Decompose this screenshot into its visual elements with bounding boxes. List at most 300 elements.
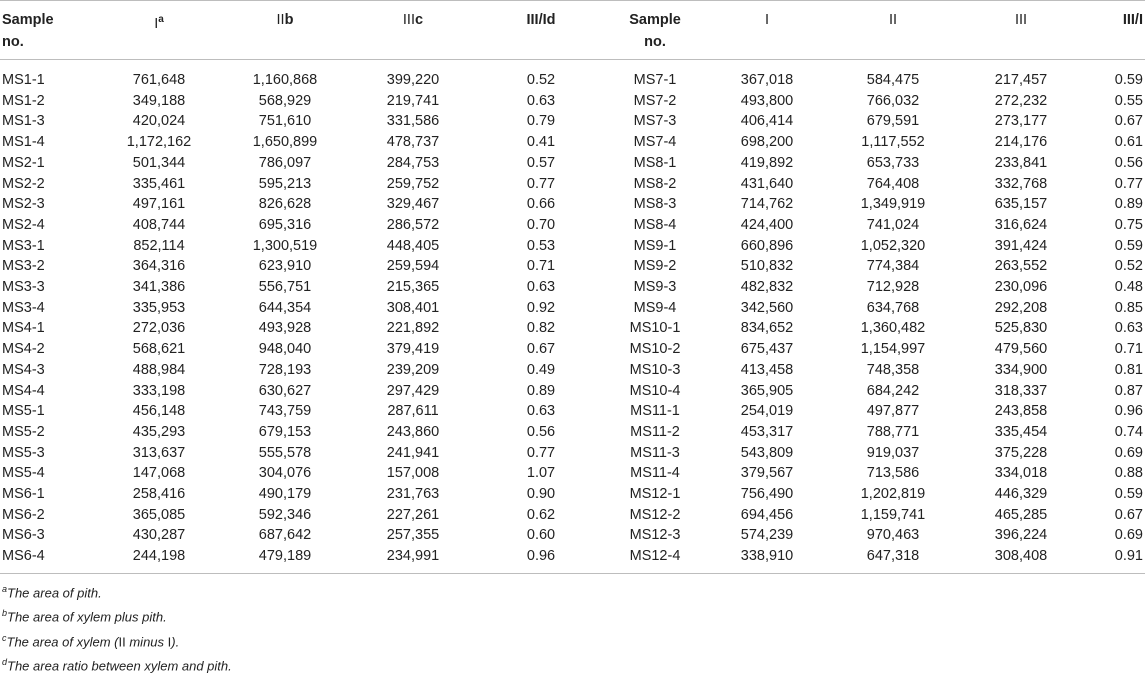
cell-i: 497,161: [132, 196, 186, 213]
cell-i-2: 254,019: [740, 403, 794, 420]
header-ii-2: [829, 1, 957, 60]
cell-iii-2: 479,560: [994, 341, 1048, 358]
cell-ii-2: 1,117,552: [861, 134, 925, 151]
table-header: [0, 1, 1145, 60]
cell-sample-no-2: MS9-4: [633, 299, 677, 316]
cell-ii: 595,213: [258, 175, 312, 192]
cell-iii-2: 334,900: [994, 361, 1048, 378]
cell-ii-2: 764,408: [866, 175, 920, 192]
cell-ii-2: 647,318: [829, 546, 957, 573]
cell-ratio-2: 0.74: [1114, 423, 1143, 440]
cell-iii-2: 525,830: [994, 320, 1048, 337]
cell-ii: 568,929: [258, 92, 312, 109]
cell-i-2: 675,437: [740, 341, 794, 358]
header-row: [0, 1, 1145, 60]
cell-ratio-2: 0.59: [1114, 486, 1143, 503]
cell-iii-2: 263,552: [994, 258, 1048, 275]
footnote-c-ii: II: [118, 633, 126, 649]
cell-sample-no: MS2-1: [2, 154, 45, 171]
cell-sample-no-2: MS12-4: [605, 546, 705, 573]
cell-ii: 1,300,519: [252, 237, 318, 254]
cell-iii: 215,365: [386, 279, 440, 296]
header-sample-no: [0, 1, 97, 60]
cell-i: 341,386: [132, 279, 186, 296]
table-row: [0, 339, 1145, 360]
cell-sample-no-2: MS10-4: [629, 382, 681, 399]
footnote-c-text-pre: The area of xylem (: [6, 633, 119, 649]
table-row: [0, 132, 1145, 153]
table-row: [0, 360, 1145, 381]
cell-ratio: 0.49: [526, 361, 556, 378]
table-body: [0, 60, 1145, 574]
cell-iii: 231,763: [386, 486, 440, 503]
cell-ii: 1,160,868: [252, 72, 318, 88]
cell-ratio: 0.60: [526, 527, 556, 544]
cell-iii: 284,753: [386, 154, 440, 171]
cell-sample-no-2: MS11-4: [630, 465, 680, 482]
cell-ratio-2: 0.63: [1114, 320, 1143, 337]
cell-sample-no: MS2-4: [2, 216, 45, 233]
cell-sample-no-2: MS11-1: [630, 403, 680, 420]
table-row: [0, 215, 1145, 236]
cell-ratio-2: 0.67: [1114, 506, 1143, 523]
table-row: [0, 318, 1145, 339]
footnote-a-mark: a: [2, 583, 8, 594]
cell-i: 435,293: [132, 423, 186, 440]
footnotes: [0, 579, 1145, 676]
header-iii-label: III: [402, 12, 415, 28]
cell-i: 364,316: [132, 258, 186, 275]
cell-i-2: 834,652: [740, 320, 794, 337]
cell-i-2: 493,800: [740, 92, 794, 109]
cell-iii-2: 243,858: [994, 403, 1048, 420]
table-row: [0, 298, 1145, 319]
cell-i: 272,036: [132, 320, 186, 337]
cell-sample-no: MS5-4: [2, 465, 45, 482]
cell-ratio-2: 0.88: [1114, 465, 1143, 482]
cell-ii-2: 712,928: [866, 279, 920, 296]
cell-iii-2: 230,096: [994, 279, 1048, 296]
header-iii-suffix: c: [415, 12, 424, 28]
table-row: [0, 277, 1145, 298]
cell-i: 501,344: [132, 154, 186, 171]
cell-sample-no: MS1-2: [2, 92, 45, 109]
cell-iii: 227,261: [386, 506, 440, 523]
cell-ii: 743,759: [258, 403, 312, 420]
cell-iii-2: 233,841: [994, 154, 1048, 171]
header-i-2: [705, 1, 829, 60]
header-i2-label: I: [764, 12, 770, 28]
cell-iii: 259,594: [386, 258, 440, 275]
cell-iii-2: 635,157: [994, 196, 1048, 213]
cell-sample-no-2: MS10-3: [629, 361, 681, 378]
footnote-a-text: The area of pith.: [7, 585, 102, 601]
cell-i-2: 714,762: [740, 196, 794, 213]
cell-ii-2: 741,024: [866, 216, 920, 233]
cell-i: 852,114: [133, 237, 185, 254]
cell-iii: 234,991: [349, 546, 477, 573]
cell-sample-no: MS3-4: [2, 299, 45, 316]
cell-iii-2: 332,768: [994, 175, 1048, 192]
header-ratio2-label: III/I: [1122, 12, 1143, 28]
footnote-d-text: The area ratio between xylem and pith.: [7, 658, 232, 674]
footnote-d-mark: d: [2, 656, 8, 667]
cell-ratio-2: 0.81: [1114, 361, 1143, 378]
cell-ii: 493,928: [258, 320, 312, 337]
cell-ratio-2: 0.61: [1114, 134, 1143, 151]
cell-sample-no-2: MS8-1: [633, 154, 677, 171]
cell-ratio: 0.70: [526, 216, 556, 233]
cell-i: 335,953: [132, 299, 186, 316]
cell-sample-no: MS2-3: [2, 196, 45, 213]
cell-i: 430,287: [132, 527, 186, 544]
footnote-c-text-post: ).: [171, 633, 180, 649]
cell-ratio-2: 0.55: [1114, 92, 1143, 109]
cell-sample-no-2: MS10-1: [629, 320, 681, 337]
cell-iii: 297,429: [386, 382, 440, 399]
cell-sample-no: MS4-3: [2, 361, 45, 378]
cell-ii-2: 970,463: [866, 527, 920, 544]
header-sample-line1: Sample: [2, 12, 54, 28]
cell-i: 456,148: [132, 403, 186, 420]
cell-i-2: 698,200: [740, 134, 794, 151]
table-row: [0, 236, 1145, 257]
cell-ratio: 1.07: [526, 465, 556, 482]
table-row: [0, 525, 1145, 546]
header-ii: [221, 1, 349, 60]
cell-ii-2: 919,037: [866, 444, 920, 461]
cell-i-2: 543,809: [740, 444, 794, 461]
cell-i-2: 694,456: [740, 506, 794, 523]
cell-ii-2: 584,475: [866, 72, 920, 88]
cell-ratio: 0.56: [526, 423, 556, 440]
cell-ii-2: 1,052,320: [860, 237, 926, 254]
header-i: [97, 1, 221, 60]
cell-sample-no-2: MS8-4: [633, 216, 677, 233]
cell-ratio: 0.77: [526, 175, 556, 192]
cell-iii-2: 375,228: [994, 444, 1048, 461]
cell-sample-no-2: MS9-2: [633, 258, 677, 275]
cell-sample-no-2: MS7-3: [633, 113, 677, 130]
cell-ratio-2: 0.89: [1114, 196, 1143, 213]
header-iii-2: [957, 1, 1085, 60]
cell-sample-no-2: MS12-1: [629, 486, 681, 503]
header-iii: [349, 1, 477, 60]
cell-ii-2: 634,768: [866, 299, 920, 316]
header-sample-no-2: [605, 1, 705, 60]
cell-ii: 644,354: [258, 299, 312, 316]
cell-iii: 448,405: [386, 237, 440, 254]
cell-iii-2: 272,232: [994, 92, 1048, 109]
footnote-b-mark: b: [2, 608, 8, 619]
cell-ratio: 0.92: [526, 299, 556, 316]
cell-sample-no-2: MS8-3: [633, 196, 677, 213]
cell-ii-2: 1,360,482: [860, 320, 926, 337]
cell-sample-no: MS4-1: [2, 320, 45, 337]
cell-i: 761,648: [132, 72, 186, 88]
cell-sample-no: MS6-4: [0, 546, 97, 573]
cell-i: 365,085: [132, 506, 186, 523]
cell-sample-no-2: MS11-2: [630, 423, 680, 440]
cell-iii-2: 334,018: [994, 465, 1048, 482]
cell-iii: 286,572: [386, 216, 440, 233]
cell-iii-2: 318,337: [994, 382, 1048, 399]
cell-ii-2: 748,358: [866, 361, 920, 378]
table-row: [0, 153, 1145, 174]
cell-ii: 490,179: [258, 486, 312, 503]
cell-ii-2: 1,349,919: [860, 196, 926, 213]
table-row: [0, 194, 1145, 215]
cell-sample-no-2: MS7-2: [633, 92, 677, 109]
cell-ratio: 0.63: [526, 279, 556, 296]
cell-ii-2: 679,591: [866, 113, 920, 130]
cell-ii-2: 653,733: [866, 154, 920, 171]
cell-ratio-2: 0.96: [1114, 403, 1143, 420]
cell-ii-2: 713,586: [866, 465, 920, 482]
cell-ratio-2: 0.69: [1114, 444, 1143, 461]
cell-sample-no-2: MS7-1: [633, 72, 677, 88]
cell-iii-2: 273,177: [994, 113, 1048, 130]
cell-iii: 399,220: [386, 72, 440, 88]
cell-iii: 287,611: [387, 403, 439, 420]
cell-ii: 679,153: [258, 423, 312, 440]
cell-iii-2: 396,224: [994, 527, 1048, 544]
header-sample2-line2: no.: [644, 34, 666, 50]
footnote-c-mid: minus: [125, 633, 168, 649]
cell-iii: 379,419: [386, 341, 440, 358]
cell-i: 420,024: [132, 113, 186, 130]
cell-ratio: 0.62: [526, 506, 556, 523]
cell-i-2: 510,832: [740, 258, 794, 275]
header-i-label: I: [154, 15, 159, 32]
cell-i: 333,198: [132, 382, 186, 399]
cell-ii-2: 1,154,997: [860, 341, 926, 358]
cell-sample-no: MS1-4: [2, 134, 45, 151]
cell-ratio-2: 0.56: [1114, 154, 1143, 171]
cell-iii-2: 316,624: [994, 216, 1048, 233]
header-ii2-label: II: [888, 12, 898, 28]
cell-sample-no-2: MS10-2: [629, 341, 681, 358]
cell-ratio-2: 0.85: [1114, 299, 1143, 316]
cell-sample-no-2: MS11-3: [630, 444, 680, 461]
cell-ratio: 0.77: [526, 444, 556, 461]
table-row: [0, 381, 1145, 402]
cell-i-2: 365,905: [740, 382, 794, 399]
footnote-b-text: The area of xylem plus pith.: [7, 609, 167, 625]
cell-iii: 259,752: [386, 175, 440, 192]
cell-ratio: 0.53: [526, 237, 556, 254]
cell-sample-no-2: MS8-2: [633, 175, 677, 192]
cell-iii: 219,741: [386, 92, 440, 109]
cell-i-2: 482,832: [740, 279, 794, 296]
cell-ii: 623,910: [258, 258, 312, 275]
cell-i: 408,744: [132, 216, 186, 233]
cell-ratio-2: 0.77: [1114, 175, 1143, 192]
table-row: [0, 91, 1145, 112]
header-sample-line2: no.: [2, 34, 24, 50]
header-i-sup: a: [158, 14, 164, 25]
cell-sample-no: MS6-2: [2, 506, 45, 523]
cell-iii-2: 292,208: [994, 299, 1048, 316]
header-ratio: [477, 1, 605, 60]
cell-sample-no-2: MS12-2: [629, 506, 681, 523]
cell-iii-2: 214,176: [994, 134, 1048, 151]
cell-sample-no-2: MS7-4: [633, 134, 677, 151]
cell-iii: 243,860: [386, 423, 440, 440]
cell-ratio: 0.63: [526, 92, 556, 109]
header-ratio-suffix: d: [546, 12, 556, 28]
cell-ii-2: 497,877: [866, 403, 920, 420]
cell-sample-no: MS4-4: [2, 382, 45, 399]
cell-ratio: 0.63: [526, 403, 556, 420]
cell-i-2: 574,239: [740, 527, 794, 544]
cell-i: 258,416: [132, 486, 186, 503]
cell-ratio-2: 0.59: [1114, 72, 1143, 88]
table-row: [0, 422, 1145, 443]
cell-sample-no-2: MS9-3: [633, 279, 677, 296]
cell-sample-no: MS6-3: [2, 527, 45, 544]
header-ii-label: II: [276, 12, 285, 28]
cell-ratio: 0.41: [526, 134, 556, 151]
header-ii-suffix: b: [284, 12, 294, 28]
cell-ratio: 0.66: [526, 196, 556, 213]
cell-iii: 329,467: [386, 196, 440, 213]
cell-ratio-2: 0.67: [1114, 113, 1143, 130]
cell-sample-no: MS4-2: [2, 341, 45, 358]
cell-ratio-2: 0.52: [1114, 258, 1143, 275]
cell-ratio: 0.89: [526, 382, 556, 399]
cell-ii-2: 1,202,819: [860, 486, 926, 503]
cell-ii: 948,040: [258, 341, 312, 358]
cell-i-2: 419,892: [740, 154, 794, 171]
cell-i: 335,461: [132, 175, 186, 192]
cell-iii: 478,737: [386, 134, 440, 151]
cell-ratio-2: 0.48: [1114, 279, 1143, 296]
cell-sample-no: MS3-1: [2, 237, 45, 254]
cell-iii-2: 391,424: [994, 237, 1048, 254]
footnote-a: [2, 579, 1145, 603]
cell-ii: 556,751: [258, 279, 312, 296]
cell-ii-2: 774,384: [866, 258, 920, 275]
header-iii2-label: III: [1014, 12, 1028, 28]
cell-i-2: 342,560: [740, 299, 794, 316]
cell-i: 1,172,162: [126, 134, 192, 151]
cell-i-2: 424,400: [740, 216, 794, 233]
cell-ratio: 0.57: [526, 154, 556, 171]
cell-iii-2: 217,457: [994, 72, 1048, 88]
cell-ii: 728,193: [258, 361, 312, 378]
cell-ii-2: 766,032: [866, 92, 920, 109]
cell-ii: 592,346: [258, 506, 312, 523]
cell-sample-no: MS1-3: [2, 113, 45, 130]
cell-iii-2: 308,408: [957, 546, 1085, 573]
cell-i: 568,621: [132, 341, 186, 358]
cell-ii: 687,642: [258, 527, 312, 544]
cell-ratio: 0.82: [526, 320, 556, 337]
table-row: [0, 174, 1145, 195]
cell-ii: 1,650,899: [252, 134, 318, 151]
table-row: [0, 401, 1145, 422]
cell-i: 349,188: [132, 92, 186, 109]
cell-sample-no: MS5-1: [2, 403, 45, 420]
cell-iii: 239,209: [386, 361, 440, 378]
cell-sample-no: MS5-2: [2, 423, 45, 440]
cell-ii: 304,076: [258, 465, 312, 482]
cell-ratio: 0.96: [477, 546, 605, 573]
cell-ratio-2: 0.69: [1114, 527, 1143, 544]
cell-ratio-2: 0.91: [1085, 546, 1145, 573]
cell-sample-no-2: MS9-1: [633, 237, 677, 254]
cell-i-2: 660,896: [740, 237, 794, 254]
cell-ii-2: 1,159,741: [860, 506, 926, 523]
cell-i-2: 367,018: [740, 72, 794, 88]
header-ratio-2: [1085, 1, 1145, 60]
cell-i-2: 453,317: [740, 423, 794, 440]
table-row: [0, 546, 1145, 573]
cell-i: 313,637: [132, 444, 186, 461]
cell-iii-2: 446,329: [994, 486, 1048, 503]
cell-ratio-2: 0.59: [1114, 237, 1143, 254]
cell-iii: 157,008: [386, 465, 440, 482]
cell-sample-no: MS5-3: [2, 444, 45, 461]
footnote-d: [2, 652, 1145, 676]
cell-i-2: 413,458: [740, 361, 794, 378]
cell-ii: 826,628: [258, 196, 312, 213]
footnote-b: [2, 603, 1145, 627]
cell-i-2: 756,490: [740, 486, 794, 503]
cell-ii: 695,316: [258, 216, 312, 233]
footnote-c-i: I: [167, 633, 172, 649]
cell-ii: 555,578: [258, 444, 312, 461]
cell-iii: 331,586: [386, 113, 440, 130]
cell-iii-2: 465,285: [994, 506, 1048, 523]
cell-ratio: 0.79: [526, 113, 556, 130]
cell-iii-2: 335,454: [994, 423, 1048, 440]
table-row: [0, 463, 1145, 484]
cell-i: 147,068: [132, 465, 186, 482]
cell-ratio-2: 0.75: [1114, 216, 1143, 233]
cell-sample-no-2: MS12-3: [629, 527, 681, 544]
table-row: [0, 60, 1145, 91]
cell-sample-no: MS2-2: [2, 175, 45, 192]
cell-iii: 308,401: [386, 299, 440, 316]
table-row: [0, 505, 1145, 526]
cell-ii: 751,610: [258, 113, 312, 130]
cell-i: 488,984: [132, 361, 186, 378]
cell-iii: 221,892: [386, 320, 440, 337]
cell-ii: 479,189: [221, 546, 349, 573]
cell-ratio-2: 0.71: [1114, 341, 1143, 358]
cell-sample-no: MS1-1: [2, 72, 45, 88]
table-row: [0, 256, 1145, 277]
cell-sample-no: MS3-2: [2, 258, 45, 275]
cell-iii: 257,355: [386, 527, 440, 544]
cell-ii-2: 788,771: [866, 423, 920, 440]
cell-ratio-2: 0.87: [1114, 382, 1143, 399]
cell-sample-no: MS6-1: [2, 486, 45, 503]
table-row: [0, 111, 1145, 132]
table-row: [0, 484, 1145, 505]
header-sample2-line1: Sample: [629, 12, 681, 28]
cell-ii-2: 684,242: [866, 382, 920, 399]
cell-iii: 241,941: [386, 444, 440, 461]
cell-ii: 786,097: [258, 154, 312, 171]
cell-ratio: 0.71: [526, 258, 556, 275]
cell-i-2: 406,414: [740, 113, 794, 130]
cell-i-2: 338,910: [705, 546, 829, 573]
footnote-c: [2, 628, 1145, 652]
cell-ratio: 0.67: [526, 341, 556, 358]
